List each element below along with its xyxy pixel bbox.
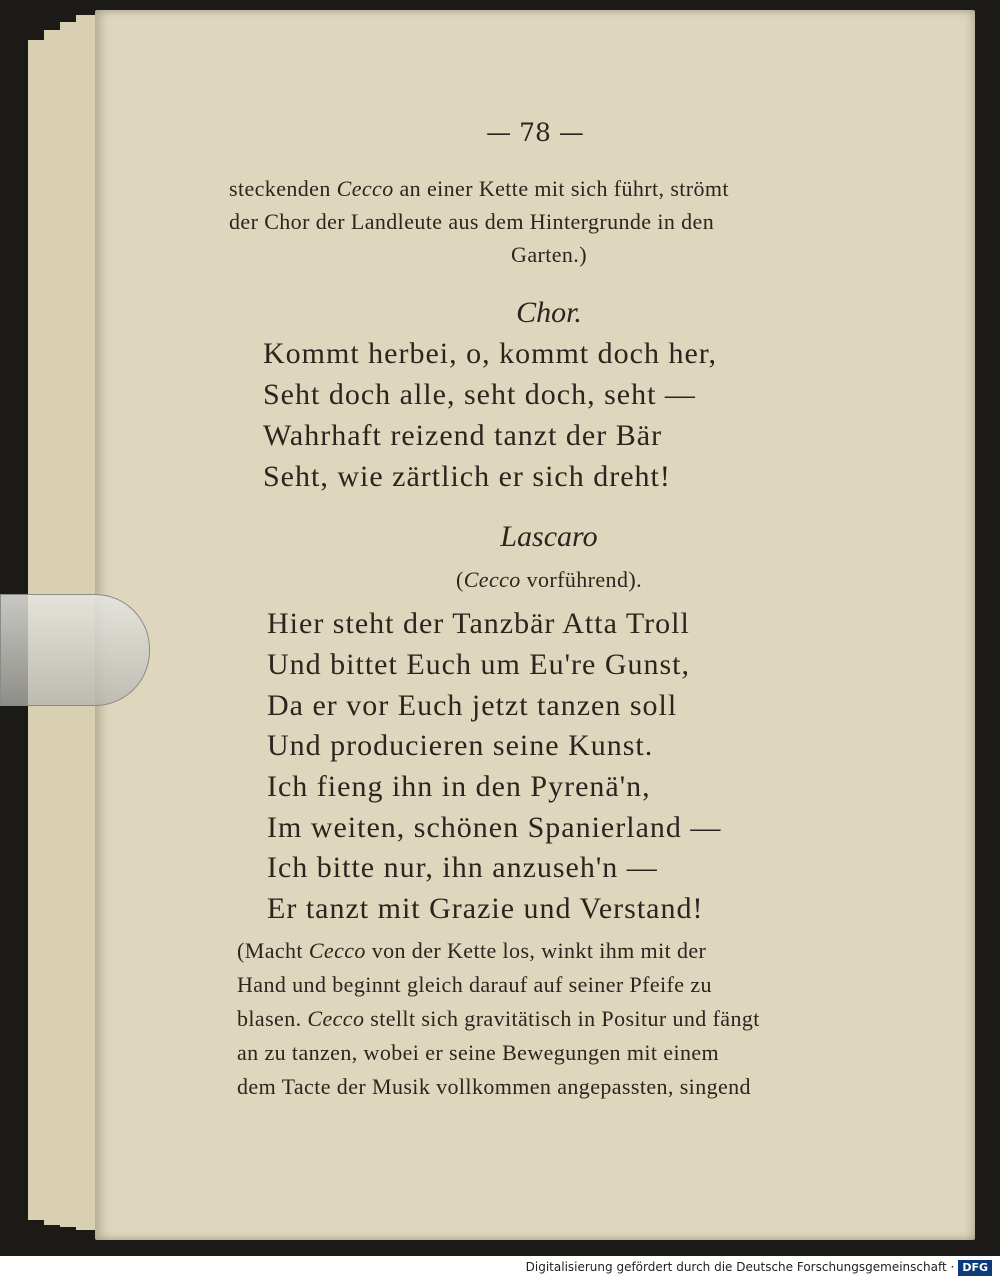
lascaro-verse-line: Im weiten, schönen Spanierland — [267,811,722,844]
lascaro-verse-line: Er tanzt mit Grazie und Verstand! [267,892,704,925]
stage-direction [229,567,869,593]
page-number: — 78 — [486,118,584,147]
intro-line-3: Garten.) [511,242,587,267]
stage-text: (Macht [237,938,309,963]
intro-line-1 [229,176,729,202]
chor-verse-line: Seht, wie zärtlich er sich dreht! [263,460,671,493]
stage-name: Cecco [307,1006,365,1031]
stage-line-3 [237,1006,760,1032]
chor-verse-line: Wahrhaft reizend tanzt der Bär [263,419,663,452]
chor-verse-line: Kommt herbei, o, kommt doch her, [263,337,718,370]
footer-credit: Digitalisierung gefördert durch die Deutsche Forschungsgemeinschaft [525,1260,947,1274]
footer-bar: Digitalisierung gefördert durch die Deutsche Forschungsgemeinschaft · DFG [0,1256,1000,1278]
stage-text: von der Kette los, winkt ihm mit der [365,938,707,963]
lascaro-verse-line: Hier steht der Tanzbär Atta Troll [267,607,690,640]
direction-text: vorführend). [520,567,642,592]
lascaro-verse-line: Da er vor Euch jetzt tanzen soll [267,689,678,722]
stage-line-1 [237,938,706,964]
page-clip [0,594,150,706]
direction-text: ( [456,567,464,592]
stage-line-2: Hand und beginnt gleich darauf auf seiner Pfeife zu [237,972,712,997]
intro-name: Cecco [336,176,394,201]
dfg-logo: DFG [958,1260,992,1276]
stage-line-5: dem Tacte der Musik vollkommen angepassten, singend [237,1074,751,1099]
lascaro-verse-line: Ich fieng ihn in den Pyrenä'n, [267,770,651,803]
direction-name: Cecco [463,567,521,592]
lascaro-verse-line: Und bittet Euch um Eu're Gunst, [267,648,691,681]
intro-text: an einer Kette mit sich führt, strömt [393,176,729,201]
stage-line-4: an zu tanzen, wobei er seine Bewegungen mit einem [237,1040,720,1065]
intro-text: steckenden [229,176,337,201]
lascaro-verse-line: Ich bitte nur, ihn anzuseh'n — [267,851,658,884]
lascaro-verse-line: Und producieren seine Kunst. [267,729,654,762]
lascaro-heading: Lascaro [500,520,598,553]
stage-text: blasen. [237,1006,308,1031]
intro-line-2: der Chor der Landleute aus dem Hintergrunde in den [229,209,715,234]
chor-verse-line: Seht doch alle, seht doch, seht — [263,378,696,411]
chor-heading: Chor. [516,296,582,329]
stage-name: Cecco [308,938,366,963]
stage-text: stellt sich gravitätisch in Positur und fängt [364,1006,760,1031]
